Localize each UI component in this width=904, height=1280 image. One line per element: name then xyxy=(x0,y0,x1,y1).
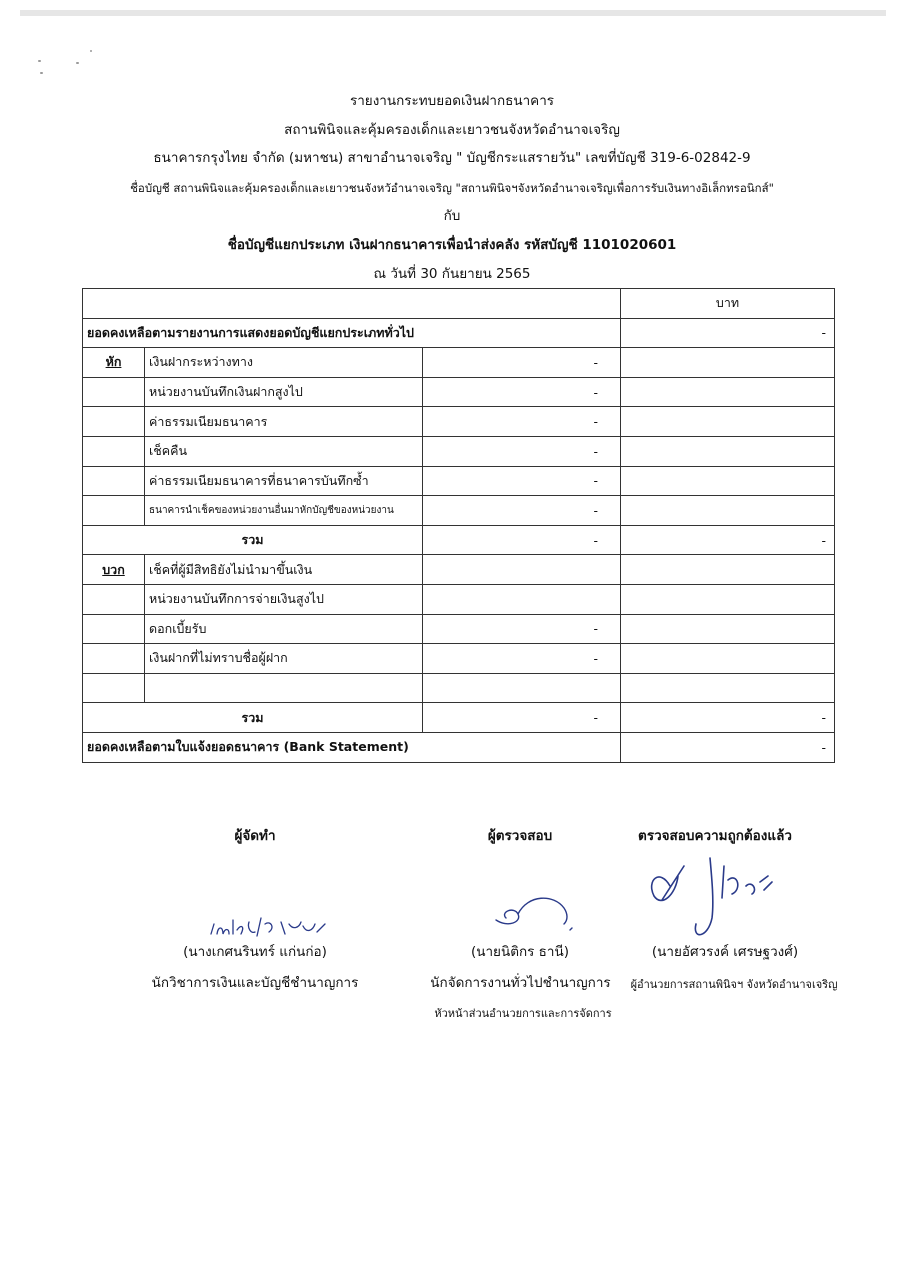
reviewer-name: (นายนิติกร ธานี) xyxy=(470,944,569,960)
approver-signature xyxy=(640,846,800,942)
add-item-label: เช็คที่ผู้มีสิทธิยังไม่นำมาขึ้นเงิน xyxy=(145,555,423,585)
reviewer-signature xyxy=(488,888,578,934)
add-total-value: - xyxy=(423,703,621,733)
deduct-item-value: - xyxy=(423,377,621,407)
add-total-right: - xyxy=(621,703,835,733)
table-header-row xyxy=(83,289,835,319)
add-item-value xyxy=(423,555,621,585)
deduct-total-row xyxy=(83,525,835,555)
bank-balance-row xyxy=(83,732,835,762)
table-row xyxy=(83,496,835,526)
deduct-item-label: ธนาคารนำเช็คของหน่วยงานอื่นมาหักบัญชีของหน่วยงาน xyxy=(145,496,423,526)
preparer-role: ผู้จัดทำ xyxy=(234,828,276,844)
bank-balance-value: - xyxy=(621,732,835,762)
agency-name: สถานพินิจและคุ้มครองเด็กและเยาวชนจังหวัดอำนาจเจริญ xyxy=(284,122,620,138)
report-title: รายงานกระทบยอดเงินฝากธนาคาร xyxy=(349,93,555,109)
bank-balance-label: ยอดคงเหลือตามใบแจ้งยอดธนาคาร (Bank Statement) xyxy=(83,732,621,762)
table-row xyxy=(83,555,835,585)
table-row xyxy=(83,466,835,496)
deduct-item-label: ค่าธรรมเนียมธนาคาร xyxy=(145,407,423,437)
add-item-label: หน่วยงานบันทึกการจ่ายเงินสูงไป xyxy=(145,584,423,614)
approver-name: (นายอัศวรงค์ เศรษฐวงศ์) xyxy=(651,944,799,960)
scan-speck xyxy=(76,62,79,64)
add-total-label: รวม xyxy=(83,703,423,733)
scan-top-edge xyxy=(20,10,886,16)
bank-account-line: ธนาคารกรุงไทย จำกัด (มหาชน) สาขาอำนาจเจริญ " บัญชีกระแสรายวัน" เลขที่บัญชี 319-6-02842-9 xyxy=(153,150,751,166)
deduct-item-label: หน่วยงานบันทึกเงินฝากสูงไป xyxy=(145,377,423,407)
table-row xyxy=(83,407,835,437)
add-item-value: - xyxy=(423,644,621,674)
approver-title: ผู้อำนวยการสถานพินิจฯ จังหวัดอำนาจเจริญ xyxy=(630,978,838,991)
add-total-row xyxy=(83,703,835,733)
report-date: ณ วันที่ 30 กันยายน 2565 xyxy=(373,266,531,282)
account-name-line: ชื่อบัญชี สถานพินิจและคุ้มครองเด็กและเยาวชนจังหวัอำนาจเจริญ "สถานพินิจฯจังหวัดอำนาจเจริญเพื่อการรับเงินทางอิเล็กทรอนิกส์" xyxy=(130,181,774,195)
table-row xyxy=(83,436,835,466)
preparer-signature xyxy=(205,910,335,942)
table-row xyxy=(83,377,835,407)
ledger-balance-value: - xyxy=(621,318,835,348)
scan-speck xyxy=(38,60,41,62)
table-row xyxy=(83,348,835,378)
preparer-title: นักวิชาการเงินและบัญชีชำนาญการ xyxy=(151,975,359,991)
preparer-name: (นางเกศนรินทร์ แก่นก่อ) xyxy=(183,944,327,960)
table-row xyxy=(83,673,835,703)
deduct-item-label: เช็คคืน xyxy=(145,436,423,466)
deduct-item-value: - xyxy=(423,407,621,437)
deduct-item-value: - xyxy=(423,348,621,378)
approver-role: ตรวจสอบความถูกต้องแล้ว xyxy=(638,828,792,844)
scan-speck xyxy=(90,50,92,52)
add-item-value: - xyxy=(423,614,621,644)
add-label: บวก xyxy=(83,555,145,585)
table-row xyxy=(83,644,835,674)
add-item-label: ดอกเบี้ยรับ xyxy=(145,614,423,644)
table-row xyxy=(83,614,835,644)
ledger-balance-row xyxy=(83,318,835,348)
deduct-total-value: - xyxy=(423,525,621,555)
table-row xyxy=(83,584,835,614)
currency-header: บาท xyxy=(621,289,835,319)
add-item-value xyxy=(423,584,621,614)
deduct-total-label: รวม xyxy=(83,525,423,555)
reviewer-title-2: หัวหน้าส่วนอำนวยการและการจัดการ xyxy=(434,1007,612,1020)
reviewer-role: ผู้ตรวจสอบ xyxy=(487,828,553,844)
with-line: กับ xyxy=(443,208,461,224)
scan-speck xyxy=(40,72,43,74)
deduct-label: หัก xyxy=(83,348,145,378)
ledger-balance-label: ยอดคงเหลือตามรายงานการแสดงยอดบัญชีแยกประเภททั่วไป xyxy=(83,318,621,348)
add-item-label: เงินฝากที่ไม่ทราบชื่อผู้ฝาก xyxy=(145,644,423,674)
reviewer-title: นักจัดการงานทั่วไปชำนาญการ xyxy=(430,975,611,991)
deduct-item-label: เงินฝากระหว่างทาง xyxy=(145,348,423,378)
deduct-total-right: - xyxy=(621,525,835,555)
reconciliation-table xyxy=(82,288,835,763)
deduct-item-value: - xyxy=(423,496,621,526)
deduct-item-value: - xyxy=(423,436,621,466)
deduct-item-label: ค่าธรรมเนียมธนาคารที่ธนาคารบันทึกซ้ำ xyxy=(145,466,423,496)
deduct-item-value: - xyxy=(423,466,621,496)
ledger-account-line: ชื่อบัญชีแยกประเภท เงินฝากธนาคารเพื่อนำส่งคลัง รหัสบัญชี 1101020601 xyxy=(227,237,677,253)
